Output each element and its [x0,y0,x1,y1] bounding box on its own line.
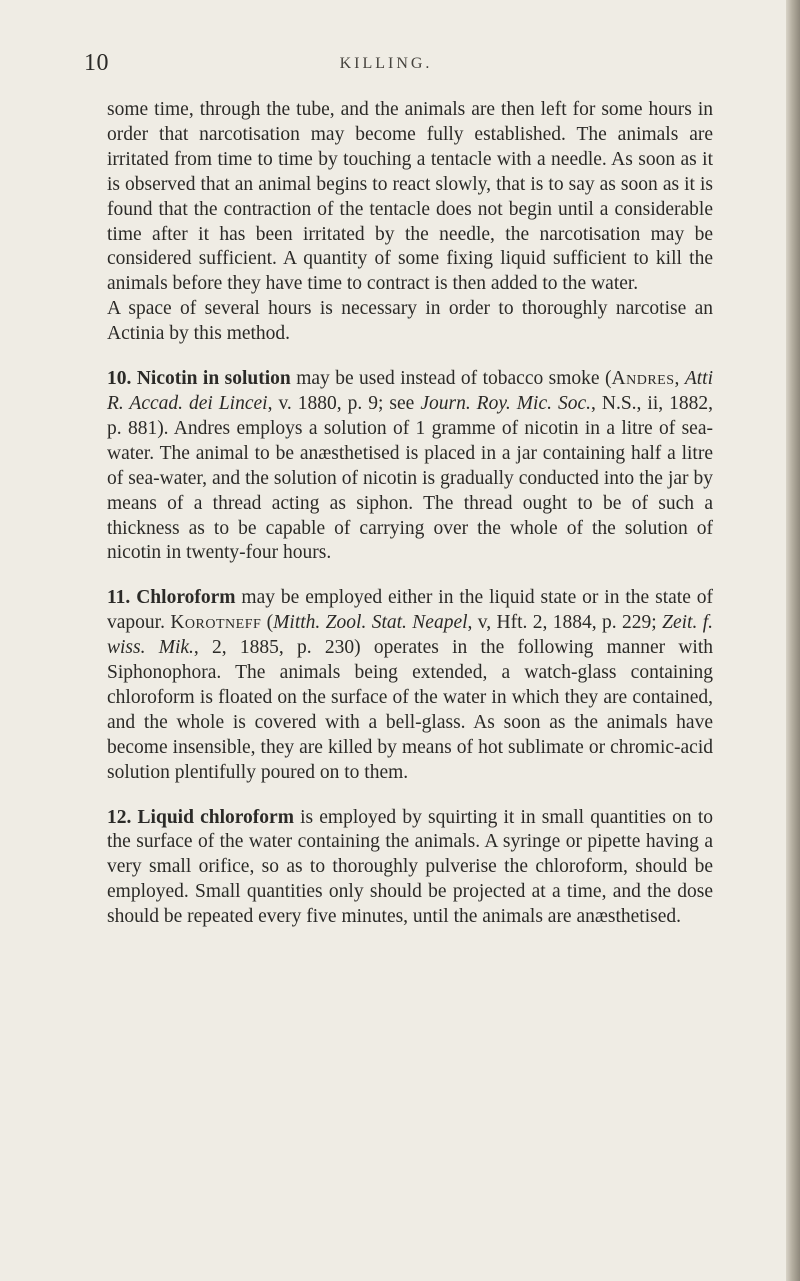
author-name: Andres [611,368,675,390]
journal-citation: Mitth. Zool. Stat. Neapel [273,612,468,634]
journal-citation: Journ. Roy. Mic. Soc. [420,392,592,414]
section-number: 10. [107,368,132,390]
section-heading: Nicotin in solution [136,368,291,390]
section-text: , v, Hft. 2, 1884, p. 229; [467,612,663,634]
section-heading: Liquid chloroform [137,806,294,828]
page-number: 10 [84,50,109,76]
paragraph-actinia: A space of several hours is necessary in order to thoroughly narcotise an Actinia by this method. [107,298,713,345]
running-title: KILLING. [339,55,433,72]
text-body [107,98,713,930]
section-heading: Chloroform [136,587,236,609]
section-text: , v. 1880, p. 9; see [267,392,421,414]
section-text: , 2, 1885, p. 230) operates in the following manner with Siphonophora. The animals being extended, a watch-glass containing chloroform is floated on the surface of the water in which they are contained, and the whole is covered with a bell-glass. As soon as the animals have become insensible, they are killed by means of hot sublimate or chromic-acid solution plentifully poured on to them. [107,637,714,783]
section-10-nicotin [107,367,713,566]
section-number: 11. [107,587,131,609]
section-12-liquid-chloroform [107,806,713,931]
author-name: Korotneff [170,612,262,634]
section-text: ( [261,612,274,634]
section-number: 12. [107,806,132,828]
section-text: , [674,368,685,390]
section-text: may be used instead of tobacco smoke ( [290,368,612,390]
section-text: is employed by squirting it in small quantities on to the surface of the water containing the animals. A syringe or pipette having a very small orifice, so as to thoroughly pulverise the chloroform, should be employed. Small quantities only should be projected at a time, and the dose should be repeated every five minutes, until the animals are anæsthetised. [107,806,714,928]
journal-citation: Atti R. Accad. dei Lincei [107,368,714,414]
section-text: may be employed either in the liquid state or in the state of vapour. [107,587,713,634]
paragraph-continuation: some time, through the tube, and the animals are then left for some hours in order that narcotisation may become fully established. The animals are irritated from time to time by touching a tentacle with a needle. As soon as it is observed that an animal begins to react slowly, that is to say as soon as it is found that the contraction of the tentacle does not begin until a considerable time after it has been irritated by the needle, the narcotisation may be considered sufficient. A quantity of some fixing liquid sufficient to kill the animals before they have time to contract is then added to the water. [107,99,713,295]
section-11-chloroform [107,586,713,785]
journal-citation: Zeit. f. wiss. Mik. [107,612,713,659]
section-text: , N.S., ii, 1882, p. 881). Andres employs a solution of 1 gramme of nicotin in a litre of sea-water. The animal to be anæsthetised is placed in a jar containing half a litre of sea-water, and the solution of nicotin is gradually conducted into the jar by means of a thread acting as siphon. The thread ought to be of such a thickness as to be capable of carrying over the whole of the solution of nicotin in twenty-four hours. [107,392,714,564]
book-page-edge [786,0,800,1281]
